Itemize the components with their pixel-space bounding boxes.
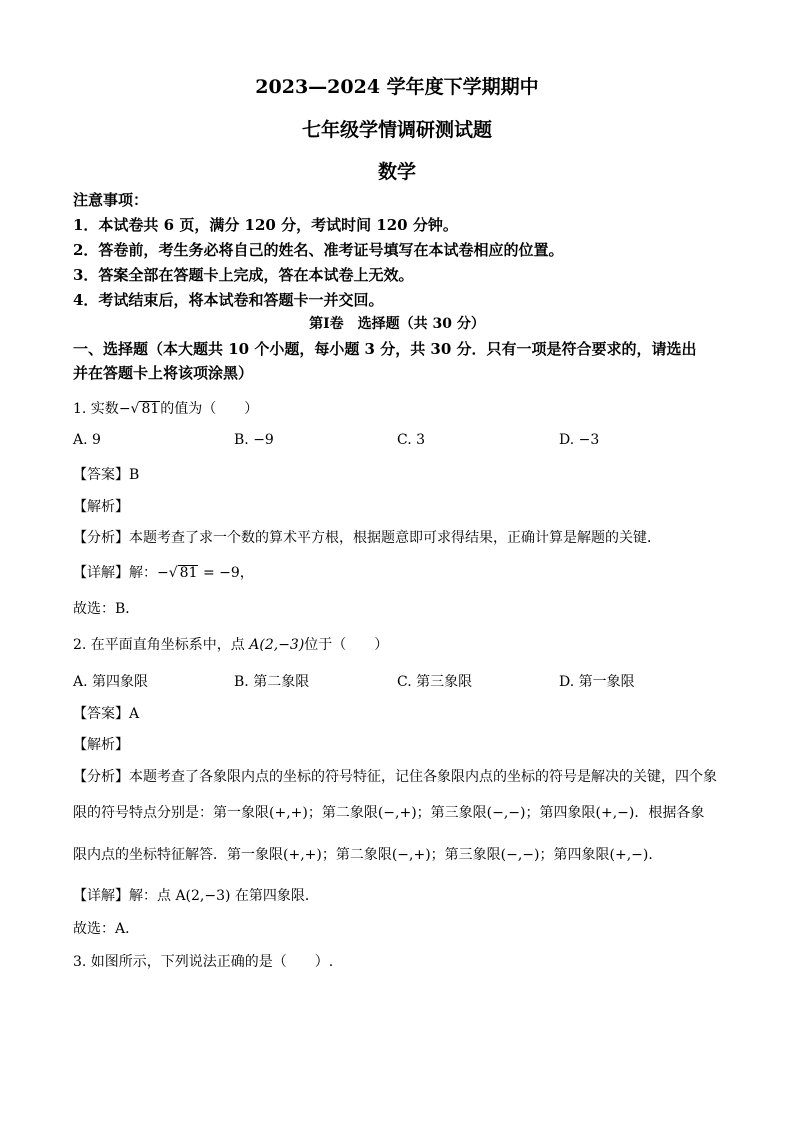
q3-stem: 3. 如图所示，下列说法正确的是（ ）. xyxy=(73,954,334,970)
q1-stem-prefix: 1. 实数 xyxy=(73,401,119,417)
q2-detail xyxy=(73,885,319,905)
q1-conclusion: 故选：B． xyxy=(73,601,140,617)
q2-fenxi-line3: 限内点的坐标特征解答．第一象限(+,+)；第二象限(−,+)；第三象限(−,−)；第四象限(+,−)． xyxy=(73,847,663,863)
q2-option-c: C. 第三象限 xyxy=(397,674,473,690)
section-instruction-line2: 并在答题卡上将该项涂黑） xyxy=(73,364,254,382)
notice-item-1: 1．本试卷共 6 页，满分 120 分，考试时间 120 分钟。 xyxy=(73,216,458,234)
q1-detail-suffix: ， xyxy=(239,565,254,581)
notice-item-3: 3．答案全部在答题卡上完成，答在本试卷上无效。 xyxy=(73,266,414,284)
q1-detail xyxy=(73,562,254,582)
q1-detail-prefix: 解： xyxy=(129,565,157,581)
exam-subject: 数学 xyxy=(377,161,416,183)
q2-stem-suffix: 位于（ ） xyxy=(304,637,389,653)
notice-item-4: 4．考试结束后，将本试卷和答题卡一并交回。 xyxy=(73,291,384,309)
q1-answer-label: 【答案】 xyxy=(73,467,129,483)
q1-option-b: B. −9 xyxy=(234,432,274,448)
q2-fenxi-line2: 限的符号特点分别是：第一象限(+,+)；第二象限(−,+)；第三象限(−,−)；第四象限(+,−)．根据各象 xyxy=(73,805,705,821)
notice-item-2: 2．答卷前，考生务必将自己的姓名、准考证号填写在本试卷相应的位置。 xyxy=(73,241,564,259)
exam-title-year: 2023—2024 学年度下学期期中 xyxy=(255,76,539,98)
q1-detail-expression: −√ 81 = −9 xyxy=(157,565,240,581)
q2-fenxi-line1 xyxy=(73,766,717,786)
q1-fenxi-label: 【分析】 xyxy=(73,530,129,546)
q1-fenxi-text: 本题考查了求一个数的算术平方根，根据题意即可求得结果，正确计算是解题的关键． xyxy=(129,530,661,546)
q2-detail-text: 解：点 A(2,−3) 在第四象限． xyxy=(129,888,319,904)
q2-fenxi-label: 【分析】 xyxy=(73,769,129,785)
q2-answer-label: 【答案】 xyxy=(73,706,129,722)
notice-heading: 注意事项： xyxy=(73,191,149,209)
q2-point: A(2,−3) xyxy=(249,637,305,653)
q1-detail-radicand: 81 xyxy=(179,565,198,581)
q2-analysis-label: 【解析】 xyxy=(73,737,129,753)
q1-analysis-label: 【解析】 xyxy=(73,499,129,515)
exam-title-grade: 七年级学情调研测试题 xyxy=(301,119,492,141)
q2-answer xyxy=(73,703,139,723)
section-instruction-line1: 一、选择题（本大题共 10 个小题，每小题 3 分，共 30 分．只有一项是符合要求的，请选出 xyxy=(73,340,697,358)
q2-answer-value: A xyxy=(129,706,140,722)
q1-detail-label: 【详解】 xyxy=(73,565,129,581)
q1-stem xyxy=(73,398,258,418)
q2-option-d: D. 第一象限 xyxy=(559,674,635,690)
sqrt-icon: √ xyxy=(168,565,178,581)
section-title: 第Ⅰ卷 选择题（共 30 分） xyxy=(309,316,485,332)
q2-stem xyxy=(73,634,388,654)
q1-option-a: A. 9 xyxy=(73,432,101,448)
q1-stem-suffix: 的值为（ ） xyxy=(160,401,259,417)
q1-answer xyxy=(73,464,139,484)
q2-option-b: B. 第二象限 xyxy=(234,674,310,690)
q2-fenxi-text1: 本题考查了各象限内点的坐标的符号特征，记住各象限内点的坐标的符号是解决的关键，四个象 xyxy=(129,769,717,785)
q2-detail-label: 【详解】 xyxy=(73,888,129,904)
q1-option-c: C. 3 xyxy=(397,432,426,448)
q2-option-a: A. 第四象限 xyxy=(73,674,149,690)
q2-conclusion: 故选：A． xyxy=(73,921,140,937)
sqrt-icon: √ xyxy=(130,401,140,417)
q1-fenxi xyxy=(73,527,661,547)
q1-detail-equation: = −9 xyxy=(202,565,240,581)
q1-radicand: 81 xyxy=(141,401,160,417)
q1-answer-value: B xyxy=(129,467,140,483)
q2-stem-prefix: 2. 在平面直角坐标系中，点 xyxy=(73,637,250,653)
q1-radical: −√ 81 xyxy=(118,401,160,417)
q1-option-d: D. −3 xyxy=(559,432,600,448)
